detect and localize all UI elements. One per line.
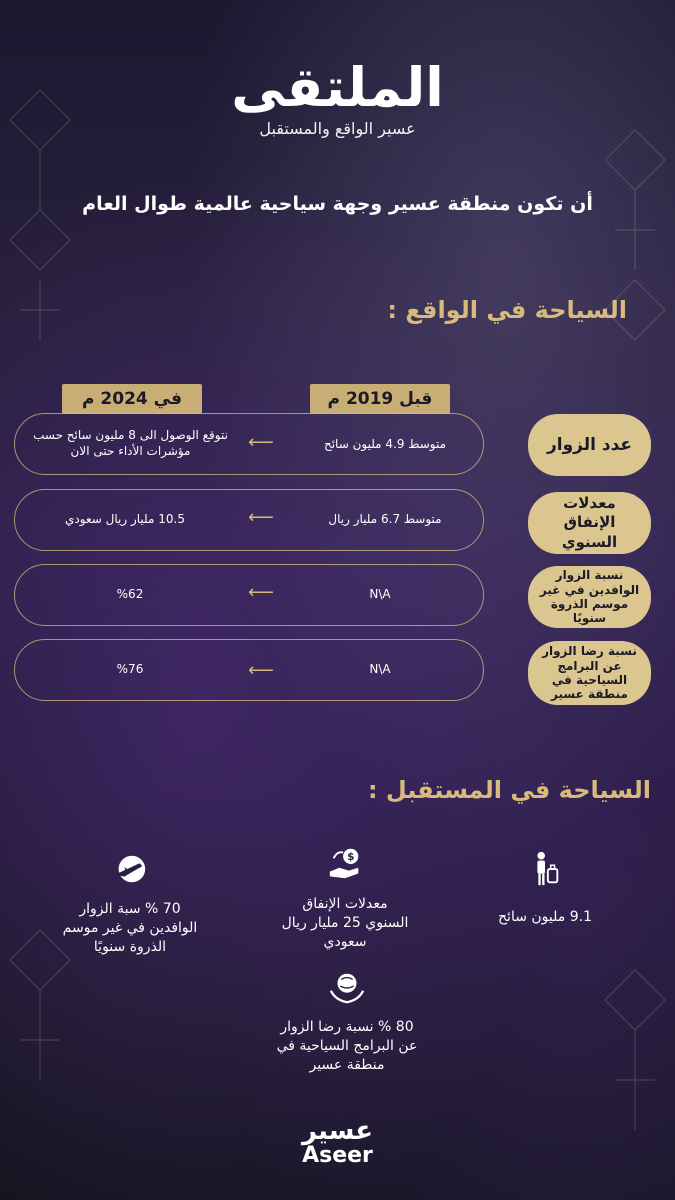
row-spending-now: 10.5 مليار ريال سعودي [65, 512, 185, 526]
row-satisfaction-before: N\A [369, 662, 391, 676]
brand-english: Aseer [302, 1143, 373, 1168]
globe-hands-icon [328, 968, 366, 1006]
future-satisfaction-text: 80 % نسبة رضا الزوار عن البرامج السياحية في منطقة عسير [276, 1018, 418, 1073]
future-item-satisfaction [272, 968, 422, 1075]
column-header-2024: في 2024 م [62, 384, 202, 414]
row-offseason-before: N\A [369, 587, 391, 601]
future-offseason-text: 70 % سبة الزوار الوافدين في غير موسم الذروة سنويًا [62, 900, 198, 955]
footer-brand-logo [0, 1118, 675, 1168]
future-item-offseason [55, 850, 205, 957]
future-item-spending [280, 845, 410, 952]
arrow-left-icon: ⟵ [248, 582, 274, 603]
row-satisfaction-now: %76 [116, 662, 144, 676]
future-visitors-text: 9.1 مليون سائح [498, 908, 592, 925]
svg-text:$: $ [347, 851, 355, 864]
row-visitors-now: نتوقع الوصول الى 8 مليون سائح حسب مؤشرات الأداء حتى الان [33, 428, 228, 459]
row-label-satisfaction: نسبة رضا الزوار عن البرامج السياحية في منطقة عسير [528, 641, 651, 705]
plane-globe-icon [111, 850, 149, 888]
row-label-spending: معدلات الإنفاق السنوي [528, 492, 651, 554]
brand-arabic: عسير [301, 1116, 373, 1146]
money-hand-icon [326, 845, 364, 883]
arrow-left-icon: ⟵ [248, 507, 274, 528]
arrow-left-icon: ⟵ [248, 432, 274, 453]
logo-subtitle: عسير الواقع والمستقبل [259, 119, 416, 139]
reality-section-title: السياحة في الواقع : [387, 296, 627, 324]
row-offseason-now: %62 [116, 587, 144, 601]
row-label-offseason: نسبة الزوار الوافدين في غير موسم الذروة سنويًا [528, 566, 651, 628]
row-label-visitors: عدد الزوار [528, 414, 651, 476]
future-item-visitors [470, 850, 620, 927]
header-logo [0, 58, 675, 138]
row-visitors-before: متوسط 4.9 مليون سائح [323, 437, 447, 451]
arrow-left-icon: ⟵ [248, 660, 274, 681]
row-spending-before: متوسط 6.7 مليار ريال [328, 512, 442, 526]
future-section-title: السياحة في المستقبل : [367, 776, 651, 804]
vision-statement: أن تكون منطقة عسير وجهة سياحية عالمية طوال العام [82, 193, 593, 215]
column-header-before-2019: قبل 2019 م [310, 384, 450, 414]
logo-title: الملتقى [231, 56, 444, 119]
traveler-icon [526, 850, 564, 888]
future-spending-text: معدلات الإنفاق السنوي 25 مليار ريال سعودي [281, 895, 409, 950]
